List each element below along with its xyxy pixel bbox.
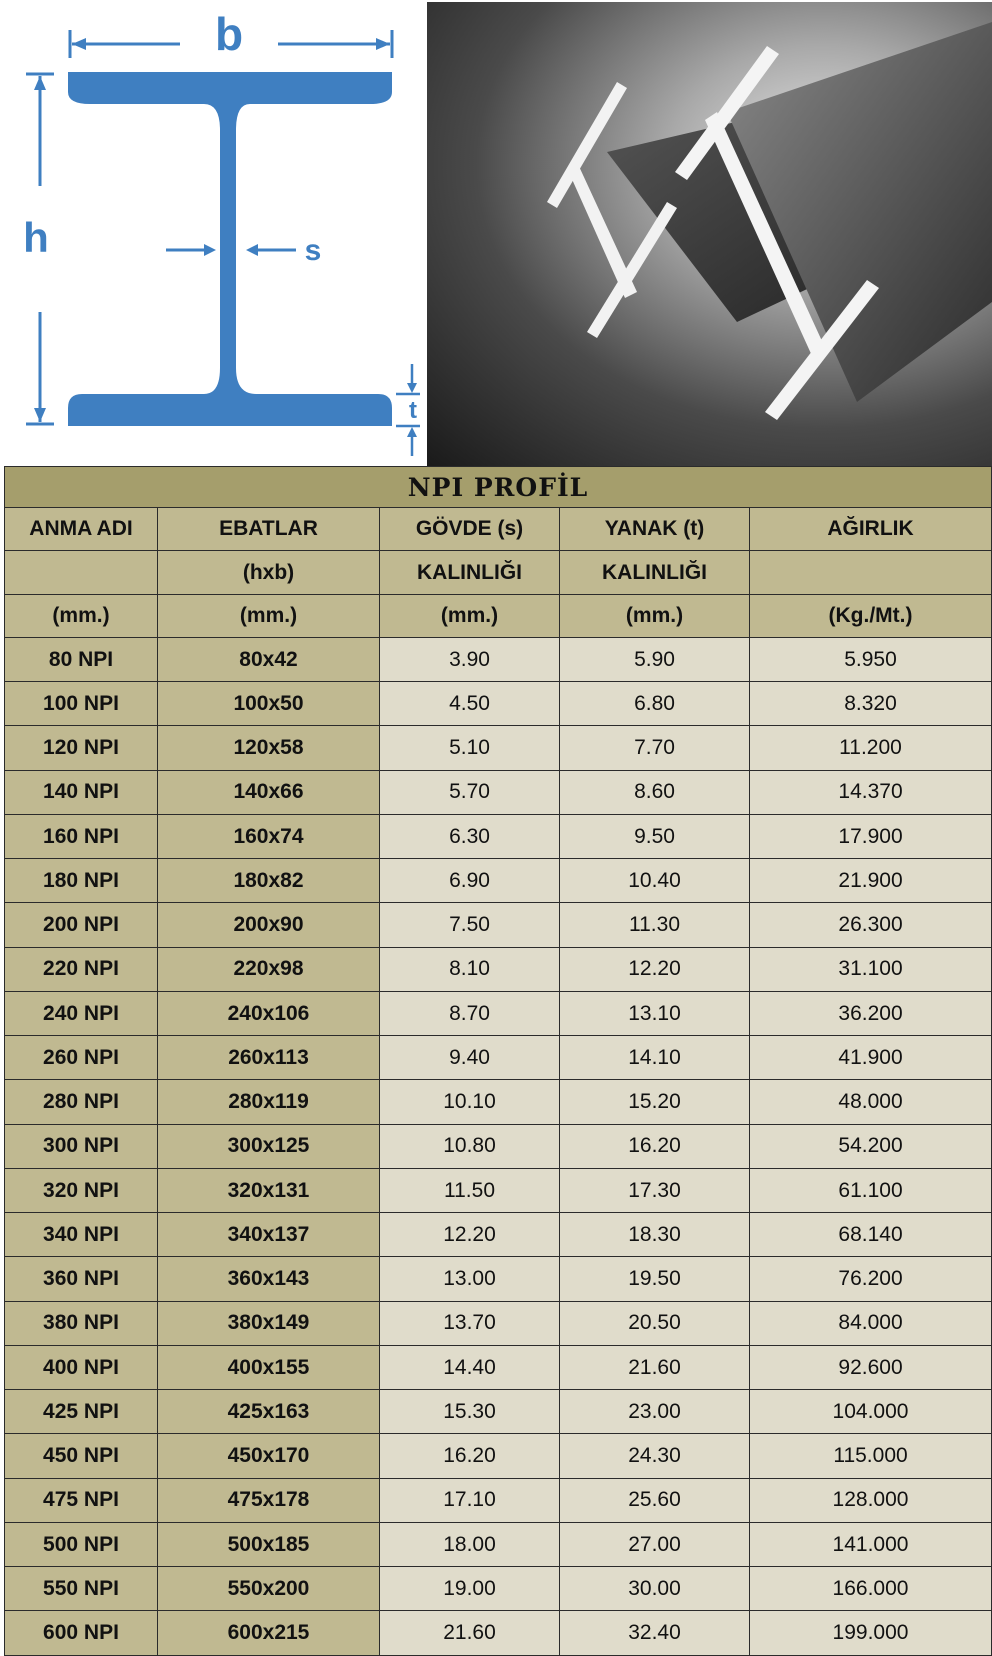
cell-ebatlar: 240x106 (158, 991, 380, 1035)
label-h: h (23, 214, 49, 261)
header-unit-ebatlar: (mm.) (158, 594, 380, 637)
cell-anma-adi: 200 NPI (5, 903, 158, 947)
cell-govde: 4.50 (380, 682, 560, 726)
cell-yanak: 19.50 (560, 1257, 750, 1301)
i-beam-diagram-svg (0, 0, 427, 466)
cell-ebatlar: 180x82 (158, 859, 380, 903)
cell-ebatlar: 120x58 (158, 726, 380, 770)
cell-govde: 13.70 (380, 1301, 560, 1345)
cell-agirlik: 76.200 (750, 1257, 992, 1301)
table-title: NPI PROFİL (5, 467, 992, 508)
cell-agirlik: 21.900 (750, 859, 992, 903)
cell-govde: 3.90 (380, 637, 560, 681)
cell-govde: 11.50 (380, 1168, 560, 1212)
header-unit-yanak: (mm.) (560, 594, 750, 637)
cell-agirlik: 48.000 (750, 1080, 992, 1124)
cell-yanak: 15.20 (560, 1080, 750, 1124)
cell-yanak: 17.30 (560, 1168, 750, 1212)
cell-ebatlar: 80x42 (158, 637, 380, 681)
cell-ebatlar: 380x149 (158, 1301, 380, 1345)
cell-agirlik: 31.100 (750, 947, 992, 991)
table-row (5, 1168, 992, 1212)
table-row (5, 1567, 992, 1611)
cell-govde: 15.30 (380, 1390, 560, 1434)
cell-yanak: 11.30 (560, 903, 750, 947)
cell-yanak: 8.60 (560, 770, 750, 814)
cell-agirlik: 5.950 (750, 637, 992, 681)
table-row (5, 1434, 992, 1478)
table-row (5, 1522, 992, 1566)
cell-anma-adi: 100 NPI (5, 682, 158, 726)
header-row-3 (5, 594, 992, 637)
cell-govde: 10.10 (380, 1080, 560, 1124)
table-row (5, 991, 992, 1035)
cell-yanak: 23.00 (560, 1390, 750, 1434)
table-row (5, 1257, 992, 1301)
cell-anma-adi: 300 NPI (5, 1124, 158, 1168)
table-row (5, 947, 992, 991)
cell-govde: 21.60 (380, 1611, 560, 1656)
table-row (5, 1301, 992, 1345)
cell-ebatlar: 400x155 (158, 1345, 380, 1389)
cell-agirlik: 54.200 (750, 1124, 992, 1168)
cell-anma-adi: 425 NPI (5, 1390, 158, 1434)
table-row (5, 682, 992, 726)
cell-govde: 19.00 (380, 1567, 560, 1611)
table-row (5, 1478, 992, 1522)
header-ebatlar: EBATLAR (158, 508, 380, 551)
cell-agirlik: 61.100 (750, 1168, 992, 1212)
cell-ebatlar: 425x163 (158, 1390, 380, 1434)
cell-yanak: 21.60 (560, 1345, 750, 1389)
cell-govde: 8.70 (380, 991, 560, 1035)
table-row (5, 814, 992, 858)
cell-anma-adi: 120 NPI (5, 726, 158, 770)
header-govde-kalinligi: KALINLIĞI (380, 551, 560, 594)
cell-govde: 6.90 (380, 859, 560, 903)
cell-yanak: 24.30 (560, 1434, 750, 1478)
cell-ebatlar: 200x90 (158, 903, 380, 947)
cell-anma-adi: 180 NPI (5, 859, 158, 903)
cell-yanak: 25.60 (560, 1478, 750, 1522)
cell-ebatlar: 500x185 (158, 1522, 380, 1566)
cell-ebatlar: 100x50 (158, 682, 380, 726)
table-row (5, 1036, 992, 1080)
table-row (5, 637, 992, 681)
cell-govde: 17.10 (380, 1478, 560, 1522)
cell-yanak: 27.00 (560, 1522, 750, 1566)
header-row-2 (5, 551, 992, 594)
cell-govde: 13.00 (380, 1257, 560, 1301)
npi-profile-table (4, 466, 992, 1656)
cell-anma-adi: 240 NPI (5, 991, 158, 1035)
cell-yanak: 12.20 (560, 947, 750, 991)
cell-anma-adi: 80 NPI (5, 637, 158, 681)
cell-anma-adi: 280 NPI (5, 1080, 158, 1124)
cell-govde: 18.00 (380, 1522, 560, 1566)
table-row (5, 1390, 992, 1434)
cell-agirlik: 36.200 (750, 991, 992, 1035)
header-yanak: YANAK (t) (560, 508, 750, 551)
cell-agirlik: 26.300 (750, 903, 992, 947)
cell-govde: 8.10 (380, 947, 560, 991)
cell-govde: 12.20 (380, 1213, 560, 1257)
cell-ebatlar: 220x98 (158, 947, 380, 991)
cell-yanak: 9.50 (560, 814, 750, 858)
cell-yanak: 10.40 (560, 859, 750, 903)
table-row (5, 1611, 992, 1656)
cell-govde: 9.40 (380, 1036, 560, 1080)
cell-agirlik: 68.140 (750, 1213, 992, 1257)
cell-agirlik: 115.000 (750, 1434, 992, 1478)
cell-anma-adi: 400 NPI (5, 1345, 158, 1389)
table-row (5, 770, 992, 814)
cell-ebatlar: 340x137 (158, 1213, 380, 1257)
cell-agirlik: 104.000 (750, 1390, 992, 1434)
cell-yanak: 6.80 (560, 682, 750, 726)
cell-agirlik: 14.370 (750, 770, 992, 814)
cell-anma-adi: 360 NPI (5, 1257, 158, 1301)
cell-yanak: 32.40 (560, 1611, 750, 1656)
cell-ebatlar: 140x66 (158, 770, 380, 814)
i-beam-photo-illustration (427, 2, 992, 466)
cell-ebatlar: 550x200 (158, 1567, 380, 1611)
cell-ebatlar: 450x170 (158, 1434, 380, 1478)
cell-govde: 5.10 (380, 726, 560, 770)
cell-anma-adi: 260 NPI (5, 1036, 158, 1080)
header-row-1 (5, 508, 992, 551)
table-row (5, 1213, 992, 1257)
cell-ebatlar: 320x131 (158, 1168, 380, 1212)
cell-anma-adi: 450 NPI (5, 1434, 158, 1478)
table-row (5, 726, 992, 770)
cell-ebatlar: 280x119 (158, 1080, 380, 1124)
header-unit-agirlik: (Kg./Mt.) (750, 594, 992, 637)
table-row (5, 903, 992, 947)
cell-yanak: 14.10 (560, 1036, 750, 1080)
label-b: b (214, 8, 244, 60)
label-t: t (409, 397, 417, 424)
cell-agirlik: 128.000 (750, 1478, 992, 1522)
cell-anma-adi: 550 NPI (5, 1567, 158, 1611)
cell-anma-adi: 500 NPI (5, 1522, 158, 1566)
cell-yanak: 20.50 (560, 1301, 750, 1345)
header-agirlik: AĞIRLIK (750, 508, 992, 551)
cell-agirlik: 84.000 (750, 1301, 992, 1345)
cell-govde: 5.70 (380, 770, 560, 814)
cell-govde: 7.50 (380, 903, 560, 947)
cell-agirlik: 166.000 (750, 1567, 992, 1611)
cell-ebatlar: 260x113 (158, 1036, 380, 1080)
table-row (5, 859, 992, 903)
header-govde: GÖVDE (s) (380, 508, 560, 551)
table-row (5, 1080, 992, 1124)
cell-ebatlar: 600x215 (158, 1611, 380, 1656)
steel-i-beam-photo (427, 2, 992, 466)
top-illustrations (0, 0, 992, 466)
cell-yanak: 7.70 (560, 726, 750, 770)
cell-agirlik: 199.000 (750, 1611, 992, 1656)
cell-anma-adi: 140 NPI (5, 770, 158, 814)
cell-ebatlar: 300x125 (158, 1124, 380, 1168)
cell-anma-adi: 600 NPI (5, 1611, 158, 1656)
header-unit-govde: (mm.) (380, 594, 560, 637)
header-row2-col0 (5, 551, 158, 594)
cell-yanak: 5.90 (560, 637, 750, 681)
cell-anma-adi: 380 NPI (5, 1301, 158, 1345)
cell-anma-adi: 340 NPI (5, 1213, 158, 1257)
cell-yanak: 13.10 (560, 991, 750, 1035)
cell-yanak: 16.20 (560, 1124, 750, 1168)
cell-yanak: 18.30 (560, 1213, 750, 1257)
table-title-row (5, 467, 992, 508)
cell-agirlik: 41.900 (750, 1036, 992, 1080)
header-yanak-kalinligi: KALINLIĞI (560, 551, 750, 594)
cell-govde: 16.20 (380, 1434, 560, 1478)
header-anma-adi: ANMA ADI (5, 508, 158, 551)
cell-agirlik: 141.000 (750, 1522, 992, 1566)
cell-agirlik: 92.600 (750, 1345, 992, 1389)
i-beam-shape (68, 72, 392, 426)
cell-govde: 10.80 (380, 1124, 560, 1168)
cell-anma-adi: 475 NPI (5, 1478, 158, 1522)
cell-govde: 6.30 (380, 814, 560, 858)
cell-agirlik: 17.900 (750, 814, 992, 858)
cell-anma-adi: 160 NPI (5, 814, 158, 858)
cell-ebatlar: 360x143 (158, 1257, 380, 1301)
cell-ebatlar: 160x74 (158, 814, 380, 858)
header-unit-anma: (mm.) (5, 594, 158, 637)
table-row (5, 1345, 992, 1389)
table-row (5, 1124, 992, 1168)
header-row2-col4 (750, 551, 992, 594)
cell-agirlik: 11.200 (750, 726, 992, 770)
cell-ebatlar: 475x178 (158, 1478, 380, 1522)
header-hxb: (hxb) (158, 551, 380, 594)
cell-govde: 14.40 (380, 1345, 560, 1389)
cell-anma-adi: 320 NPI (5, 1168, 158, 1212)
cell-agirlik: 8.320 (750, 682, 992, 726)
cell-yanak: 30.00 (560, 1567, 750, 1611)
i-beam-cross-section-diagram (0, 0, 427, 466)
label-s: s (304, 234, 322, 267)
cell-anma-adi: 220 NPI (5, 947, 158, 991)
